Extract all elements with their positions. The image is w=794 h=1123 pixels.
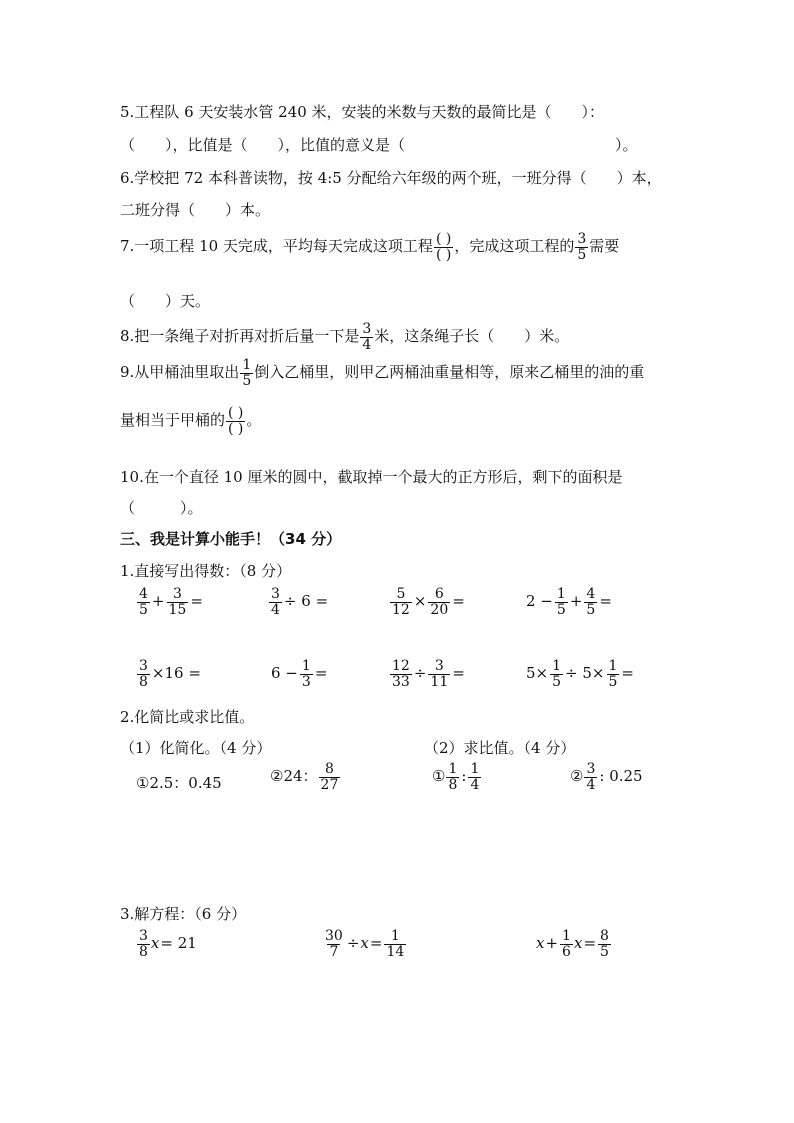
- numerator: 6: [434, 586, 444, 602]
- q10-line2: （ ）。: [120, 499, 203, 517]
- blank-numerator: ( ): [228, 405, 244, 421]
- ratio-rest: : 0.25: [599, 767, 643, 786]
- numerator: 3: [362, 321, 372, 337]
- q9-text-line2: 量相当于甲桶的: [120, 411, 226, 430]
- numerator: 3: [586, 761, 596, 777]
- denominator: 4: [362, 336, 372, 353]
- denominator: 4: [470, 776, 480, 793]
- denominator: 5: [586, 601, 596, 618]
- calc2-title: 2.化简比或求比值。: [120, 708, 255, 726]
- numerator: 1: [242, 357, 252, 373]
- numerator: 3: [271, 586, 280, 602]
- operator-rest: ×16 =: [151, 664, 201, 683]
- equation-1: [136, 929, 198, 959]
- q6-line1: 6.学校把 72 本科普读物，按 4:5 分配给六年级的两个班，一班分得（ ）本，: [120, 169, 662, 187]
- numerator: 1: [552, 658, 562, 674]
- denominator: 8: [448, 776, 458, 793]
- numerator: 12: [392, 658, 410, 674]
- denominator: 7: [329, 943, 339, 960]
- numerator: 3: [434, 658, 444, 674]
- ratio-colon: :: [461, 767, 467, 786]
- denominator: 27: [320, 776, 339, 793]
- numerator: 1: [556, 586, 566, 602]
- numerator: 5: [396, 586, 406, 602]
- blank-numerator: ( ): [435, 231, 452, 247]
- calc2-sub1: （1）化简化。（4 分）: [120, 739, 272, 757]
- q9-text-b: 倒入乙桶里，则甲乙两桶油重量相等，原来乙桶里的油的重: [254, 363, 645, 382]
- numerator: 1: [470, 761, 480, 777]
- denominator: 6: [562, 943, 571, 960]
- denominator: 8: [139, 673, 148, 690]
- prefix: ②24：: [270, 767, 318, 786]
- calc2-item-1: ①2.5：0.45: [136, 774, 222, 792]
- numerator: 1: [448, 761, 458, 777]
- q9-end: 。: [246, 411, 262, 430]
- calc2-item-2: [270, 762, 341, 792]
- equals: =: [452, 664, 465, 683]
- denominator: 5: [577, 246, 587, 263]
- denominator: 5: [600, 943, 609, 960]
- rest: = 21: [160, 934, 197, 953]
- blank-denominator: ( ): [228, 420, 244, 437]
- q9-line1: [120, 358, 644, 388]
- operator: +: [545, 934, 559, 953]
- calc2-sub2: （2）求比值。（4 分）: [424, 739, 576, 757]
- calc1-expr-8: [525, 659, 635, 689]
- calc1-expr-2: [268, 587, 329, 617]
- equals: =: [190, 592, 203, 611]
- operator: ×: [413, 592, 427, 611]
- operator-rest: ÷ 6 =: [283, 592, 329, 611]
- variable: x: [536, 934, 545, 953]
- numerator: 1: [390, 928, 400, 944]
- prefix: ②: [570, 767, 584, 786]
- numerator: 3: [172, 586, 182, 602]
- calc1-expr-1: [136, 587, 204, 617]
- numerator: 3: [577, 231, 587, 247]
- q8-text-b: 米，这条绳子长（ ）米。: [374, 327, 570, 346]
- denominator: 33: [392, 673, 410, 690]
- q7-text-a: 7.一项工程 10 天完成，平均每天完成这项工程: [120, 237, 433, 256]
- numerator: 8: [325, 761, 334, 777]
- numerator: 4: [586, 586, 596, 602]
- equation-3: [536, 929, 612, 959]
- equals: =: [369, 934, 383, 953]
- numerator: 3: [139, 928, 148, 944]
- variable: x: [360, 934, 369, 953]
- q8-fraction: [360, 322, 373, 352]
- equals: =: [314, 664, 328, 683]
- denominator: 5: [552, 673, 562, 690]
- equals: =: [599, 592, 612, 611]
- calc1-expr-4: [525, 587, 613, 617]
- denominator: 20: [430, 601, 449, 618]
- q7-line1: [120, 232, 619, 262]
- operator: +: [569, 592, 583, 611]
- denominator: 3: [301, 673, 311, 690]
- q6-line2: 二班分得（ ）本。: [120, 201, 271, 219]
- numerator: 4: [139, 586, 148, 602]
- blank-denominator: ( ): [435, 246, 452, 263]
- denominator: 5: [556, 601, 566, 618]
- numerator: 1: [301, 658, 311, 674]
- denominator: 5: [242, 372, 252, 389]
- equals: =: [621, 664, 634, 683]
- prefix: 2 −: [526, 592, 553, 611]
- denominator: 8: [139, 943, 148, 960]
- numerator: 1: [562, 928, 571, 944]
- q9-line2: [120, 406, 261, 436]
- calc1-title: 1.直接写出得数：（8 分）: [120, 562, 292, 580]
- numerator: 1: [608, 658, 618, 674]
- q9-text-a: 9.从甲桶油里取出: [120, 363, 240, 382]
- denominator: 5: [139, 601, 148, 618]
- denominator: 4: [271, 601, 280, 618]
- q8-line: [120, 322, 569, 352]
- equation-2: [322, 929, 407, 959]
- q5-line2: （ ），比值是（ ），比值的意义是（ ）。: [120, 136, 638, 154]
- q7-line2: （ ）天。: [120, 292, 211, 310]
- prefix: 5×: [526, 664, 549, 683]
- q9-fraction: [240, 358, 253, 388]
- variable: x: [573, 934, 583, 953]
- operator: ÷: [413, 664, 427, 683]
- prefix: ①: [432, 767, 446, 786]
- calc2-item-4: [570, 762, 644, 792]
- q5-line1: 5.工程队 6 天安装水管 240 米，安装的米数与天数的最简比是（ ）：: [120, 103, 605, 121]
- calc2-item-3: [432, 762, 482, 792]
- denominator: 14: [386, 943, 405, 960]
- denominator: 12: [392, 601, 410, 618]
- q8-text-a: 8.把一条绳子对折再对折后量一下是: [120, 327, 360, 346]
- equals: =: [452, 592, 465, 611]
- q10-line1: 10.在一个直径 10 厘米的圆中，截取掉一个最大的正方形后，剩下的面积是: [120, 468, 623, 486]
- numerator: 8: [600, 928, 609, 944]
- q7-text-c: 需要: [589, 237, 620, 256]
- denominator: 15: [168, 601, 187, 618]
- section3-title: 三、我是计算小能手！（34 分）: [120, 530, 342, 548]
- numerator: 30: [325, 928, 343, 944]
- denominator: 11: [430, 673, 449, 690]
- operator: +: [151, 592, 165, 611]
- calc1-expr-3: [389, 587, 466, 617]
- q7-text-b: ，完成这项工程的: [454, 237, 575, 256]
- calc1-expr-6: [270, 659, 328, 689]
- numerator: 3: [139, 658, 148, 674]
- denominator: 5: [608, 673, 618, 690]
- operator: ÷: [346, 934, 360, 953]
- calc1-expr-7: [389, 659, 466, 689]
- q7-blank-fraction: [434, 232, 453, 262]
- variable: x: [150, 934, 160, 953]
- q7-fraction: [575, 232, 588, 262]
- prefix: 6 −: [271, 664, 298, 683]
- denominator: 4: [586, 776, 596, 793]
- calc1-expr-5: [136, 659, 202, 689]
- q9-blank-fraction: [226, 406, 245, 436]
- equals: =: [583, 934, 597, 953]
- operator: ÷ 5×: [565, 664, 605, 683]
- calc3-title: 3.解方程：（6 分）: [120, 905, 247, 923]
